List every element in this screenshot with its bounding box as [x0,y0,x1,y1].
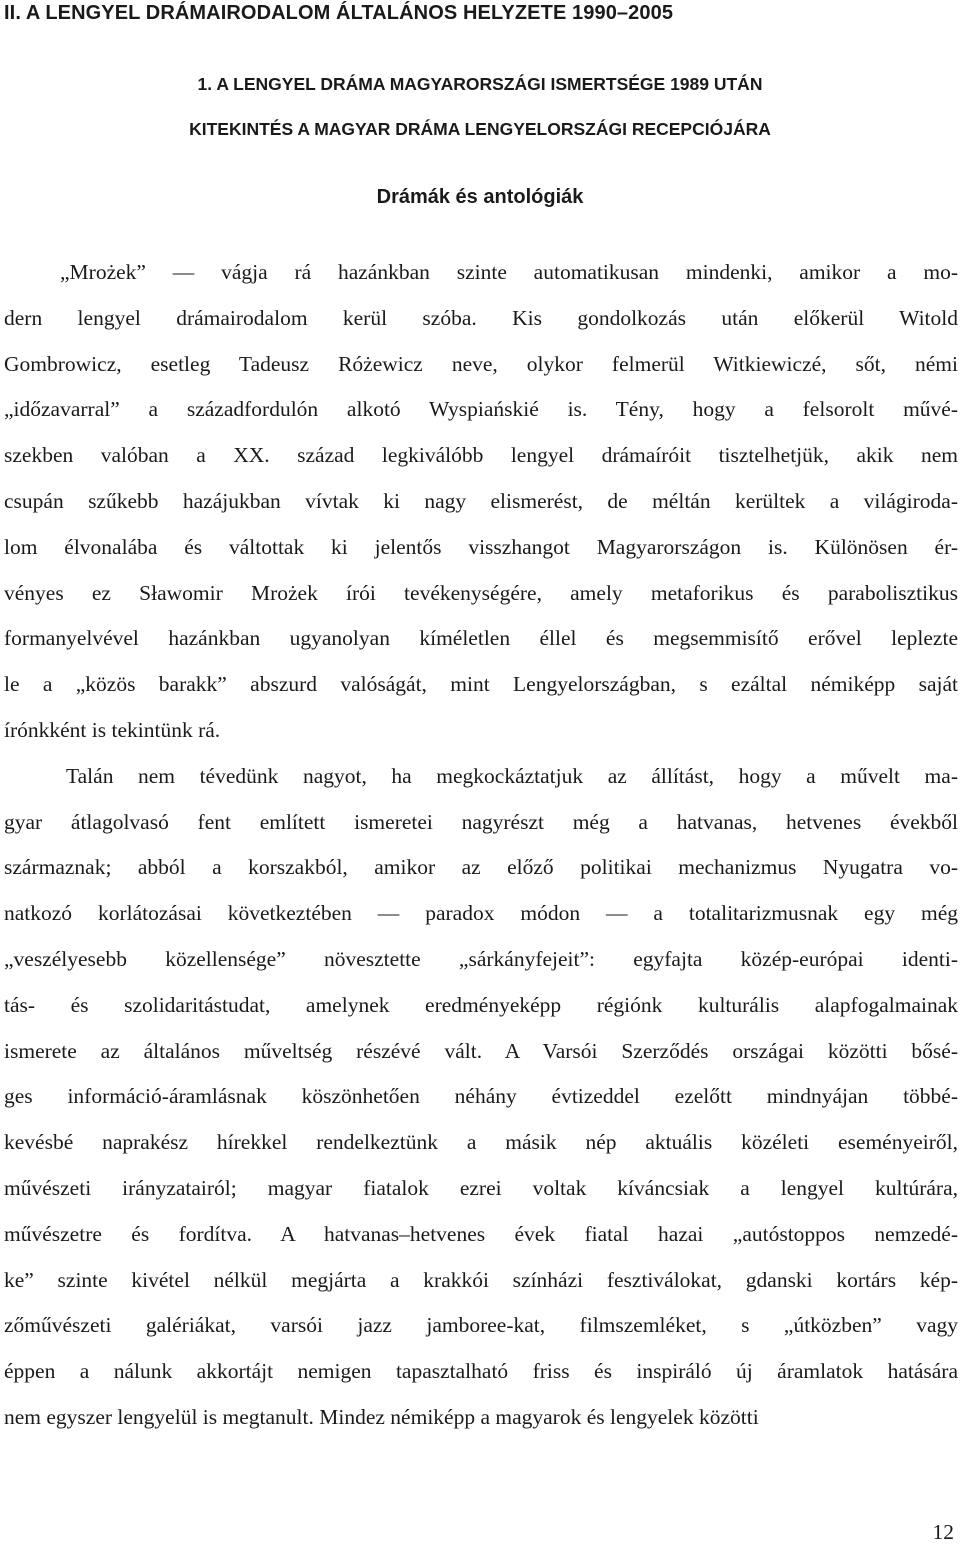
text-line: formanyelvével hazánkban ugyanolyan kíméletlen éllel és megsemmisítő erővel leplezte [4,626,958,651]
text-line: írónkként is tekintünk rá. [4,717,221,742]
text-line: „időzavarral” a századfordulón alkotó Wyspiańskié is. Tény, hogy a felsorolt művé- [4,397,958,422]
text-line: ismerete az általános műveltség részévé vált. A Varsói Szerződés országai közötti bősé- [4,1038,958,1063]
text-line: Talán nem tévedünk nagyot, ha megkockáztatjuk az állítást, hogy a művelt ma- [66,763,958,788]
body-text [4,250,958,1441]
text-line: nem egyszer lengyelül is megtanult. Mindez némiképp a magyarok és lengyelek közötti [4,1404,759,1429]
text-line: lom élvonalába és váltottak ki jelentős visszhangot Magyarországon is. Különösen ér- [4,534,958,559]
section-heading-line-2: KITEKINTÉS A MAGYAR DRÁMA LENGYELORSZÁGI RECEPCIÓJÁRA [189,119,771,139]
text-line: ges információ-áramlásnak köszönhetően néhány évtizeddel ezelőtt mindnyájan többé- [4,1084,958,1109]
text-line: művészeti irányzatairól; magyar fiatalok ezrei voltak kíváncsiak a lengyel kultúrára, [4,1175,958,1200]
paragraph-2 [4,754,958,1441]
text-line: kevésbé naprakész hírekkel rendelkeztünk a másik nép aktuális közéleti eseményeiről, [4,1130,958,1155]
text-line: Gombrowicz, esetleg Tadeusz Różewicz neve, olykor felmerül Witkiewiczé, sőt, némi [4,351,958,376]
text-line: natkozó korlátozásai következtében — paradox módon — a totalitarizmusnak egy még [4,901,958,926]
text-line: gyar átlagolvasó fent említett ismeretei nagyrészt még a hatvanas, hetvenes évekből [4,809,958,834]
text-line: ke” szinte kivétel nélkül megjárta a krakkói színházi fesztiválokat, gdanski kortárs kép- [4,1267,958,1292]
text-line: „veszélyesebb közellensége” növesztette „sárkányfejeit”: egyfajta közép-európai identi- [4,946,958,971]
page-number: 12 [932,1520,954,1544]
text-line: művészetre és fordítva. A hatvanas–hetvenes évek fiatal hazai „autóstoppos nemzedé- [4,1221,958,1246]
sub-heading: Drámák és antológiák [376,186,584,208]
paragraph-1 [4,250,958,754]
text-line: „Mrożek” — vágja rá hazánkban szinte automatikusan mindenki, amikor a mo- [60,260,958,284]
text-line: dern lengyel drámairodalom kerül szóba. Kis gondolkozás után előkerül Witold [4,305,958,330]
text-line: éppen a nálunk akkortájt nemigen tapasztalható friss és inspiráló új áramlatok hatására [4,1359,958,1384]
text-line: csupán szűkebb hazájukban vívtak ki nagy elismerést, de méltán kerültek a világiroda- [4,488,958,513]
text-line: tás- és szolidaritástudat, amelynek eredményeképp régiónk kulturális alapfogalmainak [4,992,958,1017]
text-line: származnak; abból a korszakból, amikor az előző politikai mechanizmus Nyugatra vo- [4,855,958,880]
chapter-heading: II. A LENGYEL DRÁMAIRODALOM ÁLTALÁNOS HELYZETE 1990–2005 [4,2,674,24]
text-line: szekben valóban a XX. század legkiválóbb lengyel drámaíróit tisztelhetjük, akik nem [4,443,958,468]
text-line: le a „közös barakk” abszurd valóságát, mint Lengyelországban, s ezáltal némiképp saját [4,672,958,697]
text-line: zőművészeti galériákat, varsói jazz jamboree-kat, filmszemléket, s „útközben” vagy [4,1313,958,1338]
section-heading-line-1: 1. A LENGYEL DRÁMA MAGYARORSZÁGI ISMERTSÉGE 1989 UTÁN [197,74,763,94]
text-line: vényes ez Sławomir Mrożek írói tevékenységére, amely metaforikus és parabolisztikus [4,580,958,605]
